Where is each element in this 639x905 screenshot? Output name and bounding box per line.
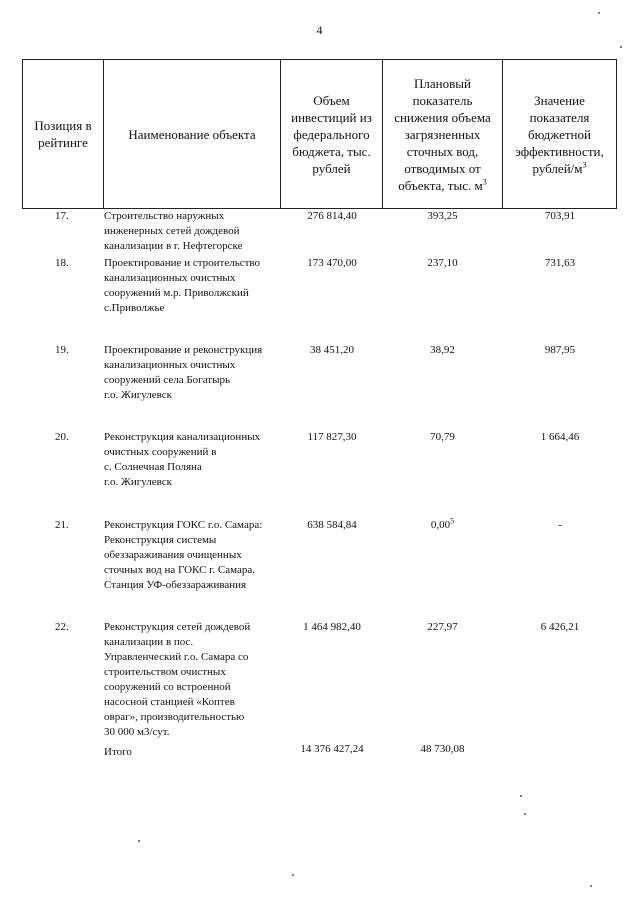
row-reduction: 227,97	[427, 621, 458, 633]
scan-speck	[520, 795, 522, 797]
row-position: 19.	[55, 344, 69, 356]
row-investment: 276 814,40	[307, 210, 357, 222]
table-header	[22, 59, 617, 209]
scan-speck	[138, 840, 140, 842]
row-efficiency: 6 426,21	[540, 621, 580, 633]
total-investment: 14 376 427,24	[300, 743, 364, 755]
header-position: Позиция в рейтинге	[23, 60, 104, 208]
row-object-name: Строительство наружных инженерных сетей дождевой канализации в г. Нефтегорске	[104, 210, 243, 252]
row-efficiency: 731,63	[544, 257, 576, 269]
row-efficiency: 703,91	[544, 210, 576, 222]
footnote-marker: 5	[450, 516, 455, 526]
row-position: 20.	[55, 431, 69, 443]
header-object-name: Наименование объекта	[104, 60, 281, 208]
header-investment: Объем инвестиций из федерального бюджета, тыс. рублей	[281, 60, 383, 208]
row-reduction: 393,25	[427, 210, 458, 222]
row-reduction: 237,10	[427, 257, 458, 269]
page-number: 4	[316, 23, 323, 37]
row-investment: 173 470,00	[307, 257, 357, 269]
row-reduction: 0,00$^5$	[430, 516, 455, 531]
header-reduction: Плановый показатель снижения объема загрязненных сточных вод, отводимых от объекта, тыс. $м^3$	[383, 60, 503, 208]
row-investment: 38 451,20	[310, 344, 354, 356]
scan-speck	[524, 813, 526, 815]
row-object-name: Реконструкция канализационных очистных сооружений в с. Солнечная Поляна г.о. Жигулевск	[104, 431, 261, 488]
total-label: Итого	[104, 746, 132, 758]
row-position: 21.	[55, 519, 69, 531]
row-object-name: Реконструкция ГОКС г.о. Самара: Реконструкция системы обеззараживания очищенных сточных вод на ГОКС г. Самара. Станция УФ-обеззараживания	[104, 519, 263, 591]
row-position: 22.	[55, 621, 69, 633]
scan-speck	[598, 12, 600, 14]
header-reduction-sup: 3	[482, 177, 487, 187]
scan-speck	[292, 874, 294, 876]
row-investment: 638 584,84	[307, 519, 357, 531]
row-efficiency: 1 664,46	[540, 431, 580, 443]
scan-speck	[620, 46, 622, 48]
row-object-name: Проектирование и строительство канализационных очистных сооружений м.р. Приволжский с.Приволжье	[104, 257, 261, 314]
scan-speck	[590, 885, 592, 887]
header-efficiency: Значение показателя бюджетной эффективности, рублей/$м^3$	[515, 92, 604, 176]
row-object-name: Реконструкция сетей дождевой канализации в пос. Управленческий г.о. Самара со строительством очистных сооружений со встроенной насосной станцией «Коптев овраг», производительностью 30 000 м3/сут.	[104, 621, 251, 738]
row-investment: 117 827,30	[307, 431, 357, 443]
row-investment: 1 464 982,40	[303, 621, 361, 633]
total-reduction: 48 730,08	[420, 743, 465, 755]
row-reduction: 70,79	[430, 431, 455, 443]
row-reduction: 38,92	[430, 344, 455, 356]
header-efficiency-sup: 3	[582, 160, 587, 170]
row-position: 17.	[55, 210, 69, 222]
row-efficiency: -	[558, 519, 562, 531]
row-position: 18.	[55, 257, 69, 269]
row-object-name: Проектирование и реконструкция канализационных очистных сооружений села Богатырь г.о. Жигулевск	[104, 344, 263, 401]
row-efficiency: 987,95	[544, 344, 576, 356]
